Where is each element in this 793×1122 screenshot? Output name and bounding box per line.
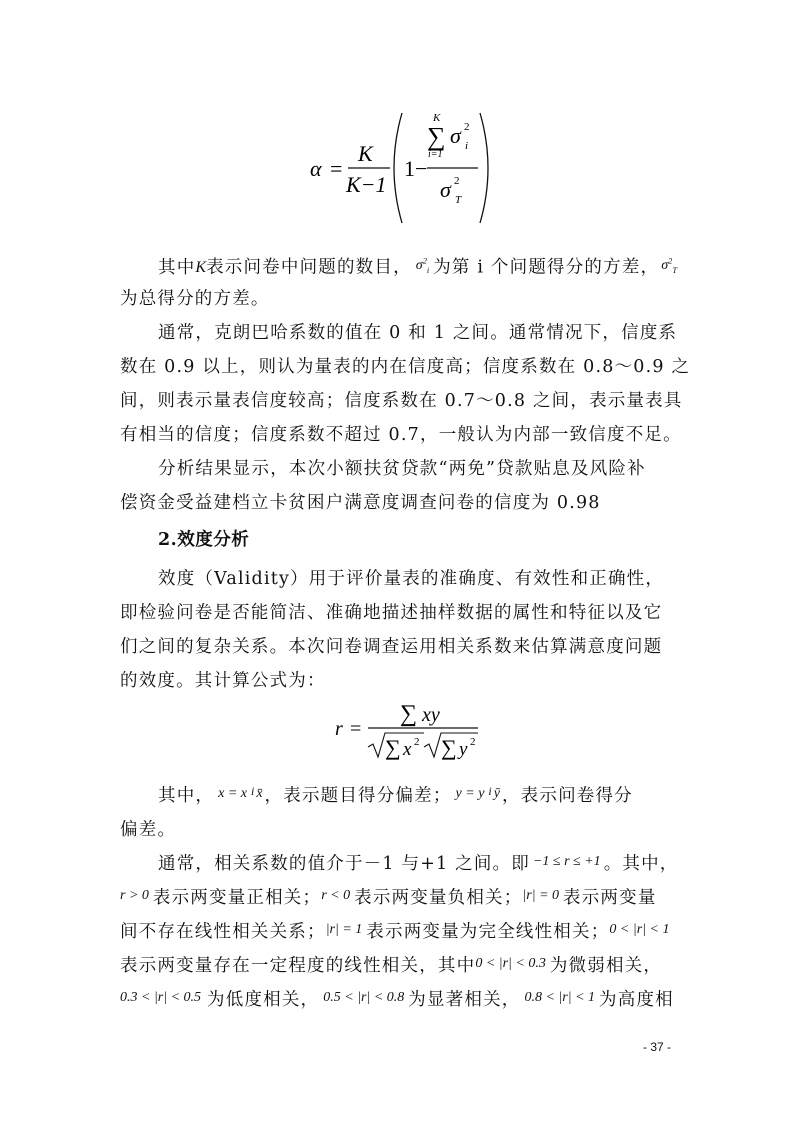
para-line: $^{r > 0}$ 表示两变量正相关；$^{r < 0}$ 表示两变量负相关；$^{|r| = 0}$ 表示两变量 — [120, 888, 657, 908]
svg-text:∑: ∑ — [441, 735, 457, 760]
para-line: 偿资金受益建档立卡贫困户满意度调查问卷的信度为 0.98 — [120, 493, 601, 513]
para-line: 间，则表示量表信度较高；信度系数在 0.7～0.8 之间，表示量表具 — [120, 391, 683, 411]
para-line: 其中K表示问卷中问题的数目， $^{\sigma^2_i}$ 为第 i 个问题得分的方差， $^{\sigma^2_T}$ — [158, 256, 677, 278]
para-line: 即检验问卷是否能简洁、准确地描述抽样数据的属性和特征以及它 — [120, 603, 663, 623]
svg-text:2: 2 — [414, 736, 420, 748]
para-line: 分析结果显示，本次小额扶贫贷款“两免”贷款贴息及风险补 — [158, 459, 646, 479]
right-paren — [480, 113, 488, 223]
para-line: 的效度。其计算公式为： — [120, 671, 326, 691]
para-line: 通常，克朗巴哈系数的值在 0 和 1 之间。通常情况下，信度系 — [158, 323, 678, 343]
para-line: 表示两变量存在一定程度的线性相关，其中$^{0 < |r| < 0.3}$ 为微弱相关， — [120, 956, 663, 976]
correlation-formula — [330, 697, 490, 767]
left-paren — [394, 113, 402, 223]
alpha-formula — [300, 105, 510, 230]
svg-text:=: = — [350, 718, 362, 740]
para-line: $^{0.3 < |r| < 0.5}$ 为低度相关， $^{0.5 < |r| < 0.8}$ 为显著相关， $^{0.8 < |r| < 1}$ 为高度相 — [120, 990, 674, 1010]
svg-text:i: i — [465, 140, 469, 152]
svg-text:xy: xy — [422, 704, 440, 726]
fraction-denominator: K−1 — [346, 172, 387, 197]
para-line: 通常，相关系数的值介于－1 与+1 之间。即 $^{-1 \le r \le +1}$ 。其中， — [158, 854, 679, 874]
sigma-i: σ — [450, 123, 461, 148]
svg-text:r: r — [335, 718, 343, 740]
sum-symbol: ∑ — [427, 122, 446, 151]
fraction-numerator-K: K — [358, 141, 373, 166]
svg-text:x: x — [403, 739, 412, 760]
para-line: 为总得分的方差。 — [120, 289, 270, 309]
svg-text:T: T — [455, 194, 462, 206]
para-line: 效度（Validity）用于评价量表的准确度、有效性和正确性， — [158, 569, 665, 589]
one-minus: 1− — [404, 156, 428, 181]
sum-upper-limit: K — [433, 112, 441, 124]
svg-text:2: 2 — [470, 736, 476, 748]
svg-text:2: 2 — [464, 121, 470, 133]
para-line: 其中， $^{x = x}$ $^i$ $^{x̄}$ ，表示题目得分偏差； $^{y = y}$ $^i$ $^ȳ$ ，表示问卷得分 — [158, 784, 633, 806]
para-line: 数在 0.9 以上，则认为量表的内在信度高；信度系数在 0.8～0.9 之 — [120, 357, 691, 377]
para-line: 有相当的信度；信度系数不超过 0.7，一般认为内部一致信度不足。 — [120, 425, 682, 445]
svg-text:∑: ∑ — [400, 701, 418, 727]
sigma-T: σ — [440, 177, 451, 202]
para-line: 间不存在线性相关关系；$^{|r| = 1}$ 表示两变量为完全线性相关；$^{0 < |r| < 1}$ — [120, 922, 670, 942]
svg-text:∑: ∑ — [385, 735, 401, 760]
svg-text:2: 2 — [454, 175, 460, 187]
page-number: - 37 - — [643, 1040, 672, 1054]
para-line: 偏差。 — [120, 820, 177, 840]
section-heading: 2.效度分析 — [158, 530, 250, 550]
alpha-symbol: α — [310, 156, 322, 181]
sum-lower-limit: i=1 — [428, 149, 443, 160]
svg-text:y: y — [459, 739, 468, 760]
equals-sign: = — [330, 156, 343, 181]
para-line: 们之间的复杂关系。本次问卷调查运用相关系数来估算满意度问题 — [120, 637, 663, 657]
